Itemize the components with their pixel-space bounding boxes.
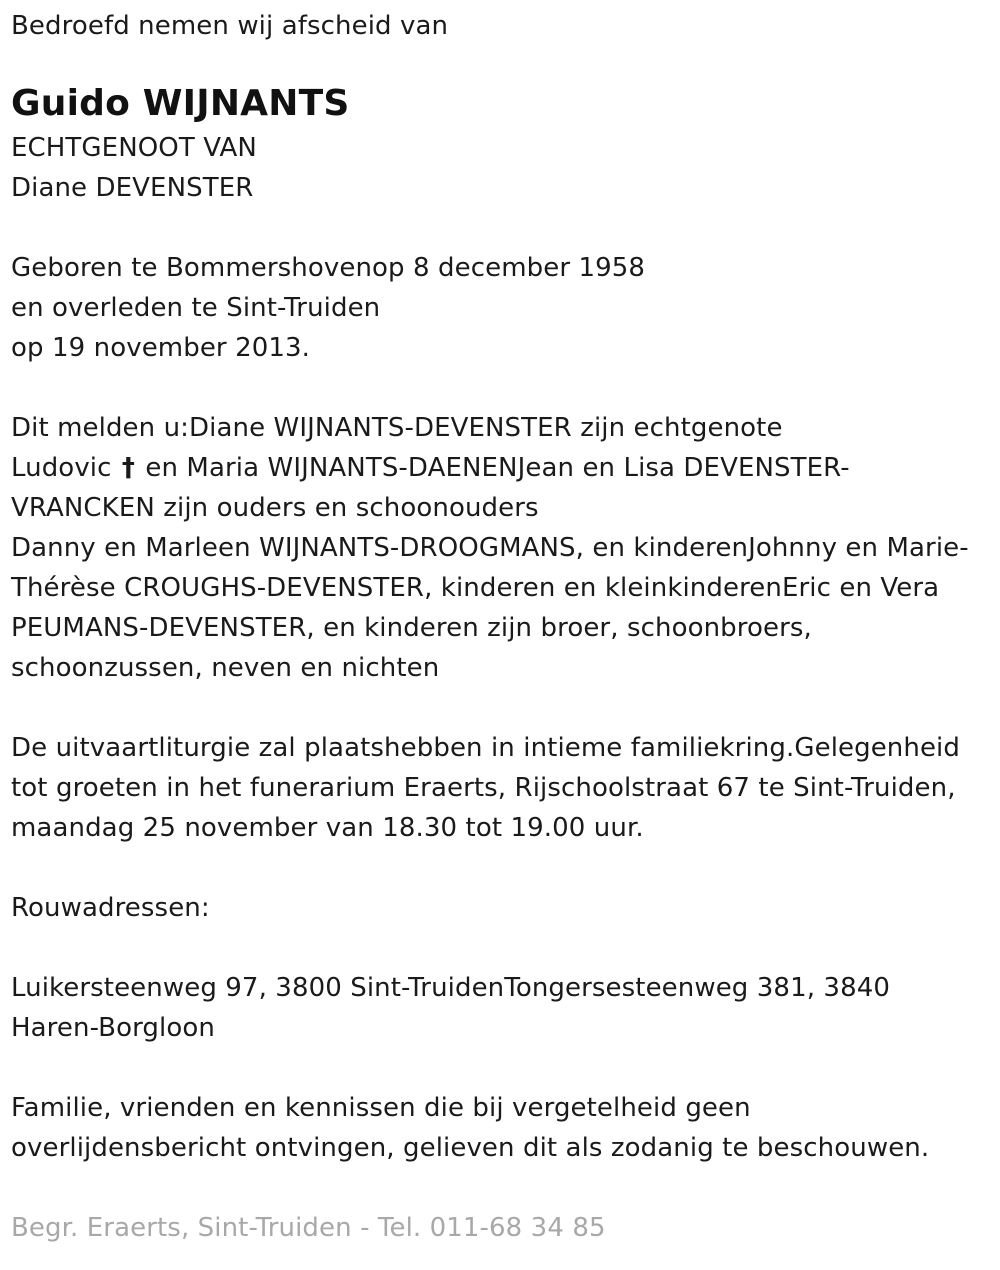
family-line: VRANCKEN zijn ouders en schoonouders bbox=[11, 493, 539, 523]
closing-section bbox=[11, 1088, 1000, 1168]
undertaker-footer: Begr. Eraerts, Sint-Truiden - Tel. 011-68 34 85 bbox=[11, 1213, 606, 1243]
addresses-label-section bbox=[11, 888, 1000, 928]
deceased-name: Guido WIJNANTS bbox=[11, 83, 350, 124]
family-text: Ludovic bbox=[11, 453, 112, 483]
birth-death-section bbox=[11, 248, 1000, 368]
intro-text: Bedroefd nemen wij afscheid van bbox=[11, 11, 449, 41]
address-line: Haren-Borgloon bbox=[11, 1013, 215, 1043]
family-line: Danny en Marleen WIJNANTS-DROOGMANS, en kinderenJohnny en Marie- bbox=[11, 533, 969, 563]
family-line: PEUMANS-DEVENSTER, en kinderen zijn broer, schoonbroers, bbox=[11, 613, 812, 643]
family-line: Thérèse CROUGHS-DEVENSTER, kinderen en kleinkinderenEric en Vera bbox=[11, 573, 940, 603]
cross-icon: † bbox=[121, 453, 136, 483]
family-section bbox=[11, 408, 1000, 688]
funeral-section bbox=[11, 728, 1000, 848]
closing-line: overlijdensbericht ontvingen, gelieven dit als zodanig te beschouwen. bbox=[11, 1133, 930, 1163]
addresses-label: Rouwadressen: bbox=[11, 893, 210, 923]
funeral-line: maandag 25 november van 18.30 tot 19.00 uur. bbox=[11, 813, 644, 843]
spouse-name: Diane DEVENSTER bbox=[11, 173, 254, 203]
family-line: schoonzussen, neven en nichten bbox=[11, 653, 440, 683]
funeral-line: De uitvaartliturgie zal plaatshebben in intieme familiekring.Gelegenheid bbox=[11, 733, 960, 763]
birth-line: Geboren te Bommershovenop 8 december 1958 bbox=[11, 253, 646, 283]
death-place-line: en overleden te Sint-Truiden bbox=[11, 293, 381, 323]
death-date-line: op 19 november 2013. bbox=[11, 333, 311, 363]
address-line: Luikersteenweg 97, 3800 Sint-TruidenTongersesteenweg 381, 3840 bbox=[11, 973, 891, 1003]
closing-line: Familie, vrienden en kennissen die bij vergetelheid geen bbox=[11, 1093, 751, 1123]
spouse-label: ECHTGENOOT VAN bbox=[11, 133, 257, 163]
footer-section bbox=[11, 1208, 1000, 1248]
family-line: Dit melden u:Diane WIJNANTS-DEVENSTER zijn echtgenote bbox=[11, 413, 783, 443]
family-text: en Maria WIJNANTS-DAENENJean en Lisa DEVENSTER- bbox=[145, 453, 850, 483]
family-line bbox=[11, 448, 1000, 488]
addresses-section bbox=[11, 968, 1000, 1048]
funeral-line: tot groeten in het funerarium Eraerts, Rijschoolstraat 67 te Sint-Truiden, bbox=[11, 773, 956, 803]
